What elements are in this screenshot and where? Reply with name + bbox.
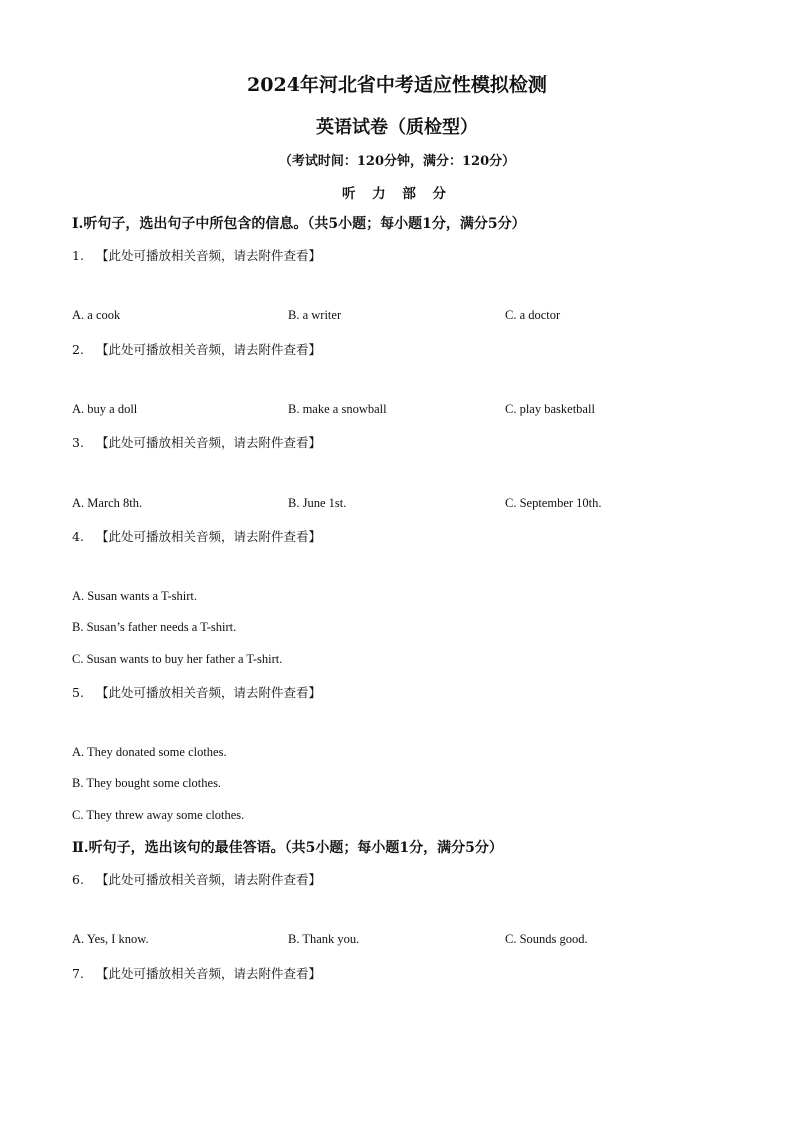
question-number: 7. — [72, 966, 84, 981]
question-number: 5. — [72, 685, 84, 700]
q3-option-b: B. June 1st. — [288, 496, 347, 510]
q2-option-a: A. buy a doll — [72, 402, 138, 416]
exam-subtitle: 英语试卷（质检型） — [316, 117, 478, 138]
audio-placeholder: 【此处可播放相关音频，请去附件查看】 — [95, 529, 321, 544]
exam-title: 2024年河北省中考适应性模拟检测 — [247, 74, 547, 96]
audio-placeholder: 【此处可播放相关音频，请去附件查看】 — [95, 435, 321, 450]
question-6 — [72, 870, 321, 888]
audio-placeholder: 【此处可播放相关音频，请去附件查看】 — [95, 872, 321, 887]
q3-option-c: C. September 10th. — [505, 496, 602, 510]
question-1 — [72, 246, 321, 264]
q1-option-b: B. a writer — [288, 308, 342, 322]
q5-option-b: B. They bought some clothes. — [72, 776, 222, 790]
question-number: 2. — [72, 342, 84, 357]
q6-option-a: A. Yes, I know. — [72, 932, 149, 946]
question-number: 3. — [72, 435, 84, 450]
exam-info: （考试时间：120分钟，满分：120分） — [278, 154, 516, 169]
audio-placeholder: 【此处可播放相关音频，请去附件查看】 — [95, 248, 321, 263]
q5-option-a: A. They donated some clothes. — [72, 745, 227, 759]
q4-option-a: A. Susan wants a T-shirt. — [72, 589, 197, 603]
q2-option-b: B. make a snowball — [288, 402, 387, 416]
audio-placeholder: 【此处可播放相关音频，请去附件查看】 — [95, 685, 321, 700]
q1-option-a: A. a cook — [72, 308, 121, 322]
q1-option-c: C. a doctor — [505, 308, 561, 322]
question-7 — [72, 964, 321, 982]
question-2 — [72, 340, 321, 358]
question-number: 4. — [72, 529, 84, 544]
q3-option-a: A. March 8th. — [72, 496, 143, 510]
audio-placeholder: 【此处可播放相关音频，请去附件查看】 — [95, 966, 321, 981]
q6-option-c: C. Sounds good. — [505, 932, 588, 946]
audio-placeholder: 【此处可播放相关音频，请去附件查看】 — [95, 342, 321, 357]
q4-option-b: B. Susan’s father needs a T-shirt. — [72, 620, 237, 634]
question-3 — [72, 433, 321, 451]
question-number: 1. — [72, 248, 84, 263]
question-5 — [72, 683, 321, 701]
q5-option-c: C. They threw away some clothes. — [72, 808, 245, 822]
q6-option-b: B. Thank you. — [288, 932, 360, 946]
q2-option-c: C. play basketball — [505, 402, 595, 416]
part-heading: 听 力 部 分 — [341, 186, 453, 202]
question-4 — [72, 527, 321, 545]
question-number: 6. — [72, 872, 84, 887]
q4-option-c: C. Susan wants to buy her father a T-shirt. — [72, 652, 283, 666]
section-1-heading: Ⅰ.听句子，选出句子中所包含的信息。（共5小题；每小题1分，满分5分） — [72, 216, 526, 232]
section-2-heading: Ⅱ.听句子，选出该句的最佳答语。（共5小题；每小题1分，满分5分） — [72, 840, 503, 856]
